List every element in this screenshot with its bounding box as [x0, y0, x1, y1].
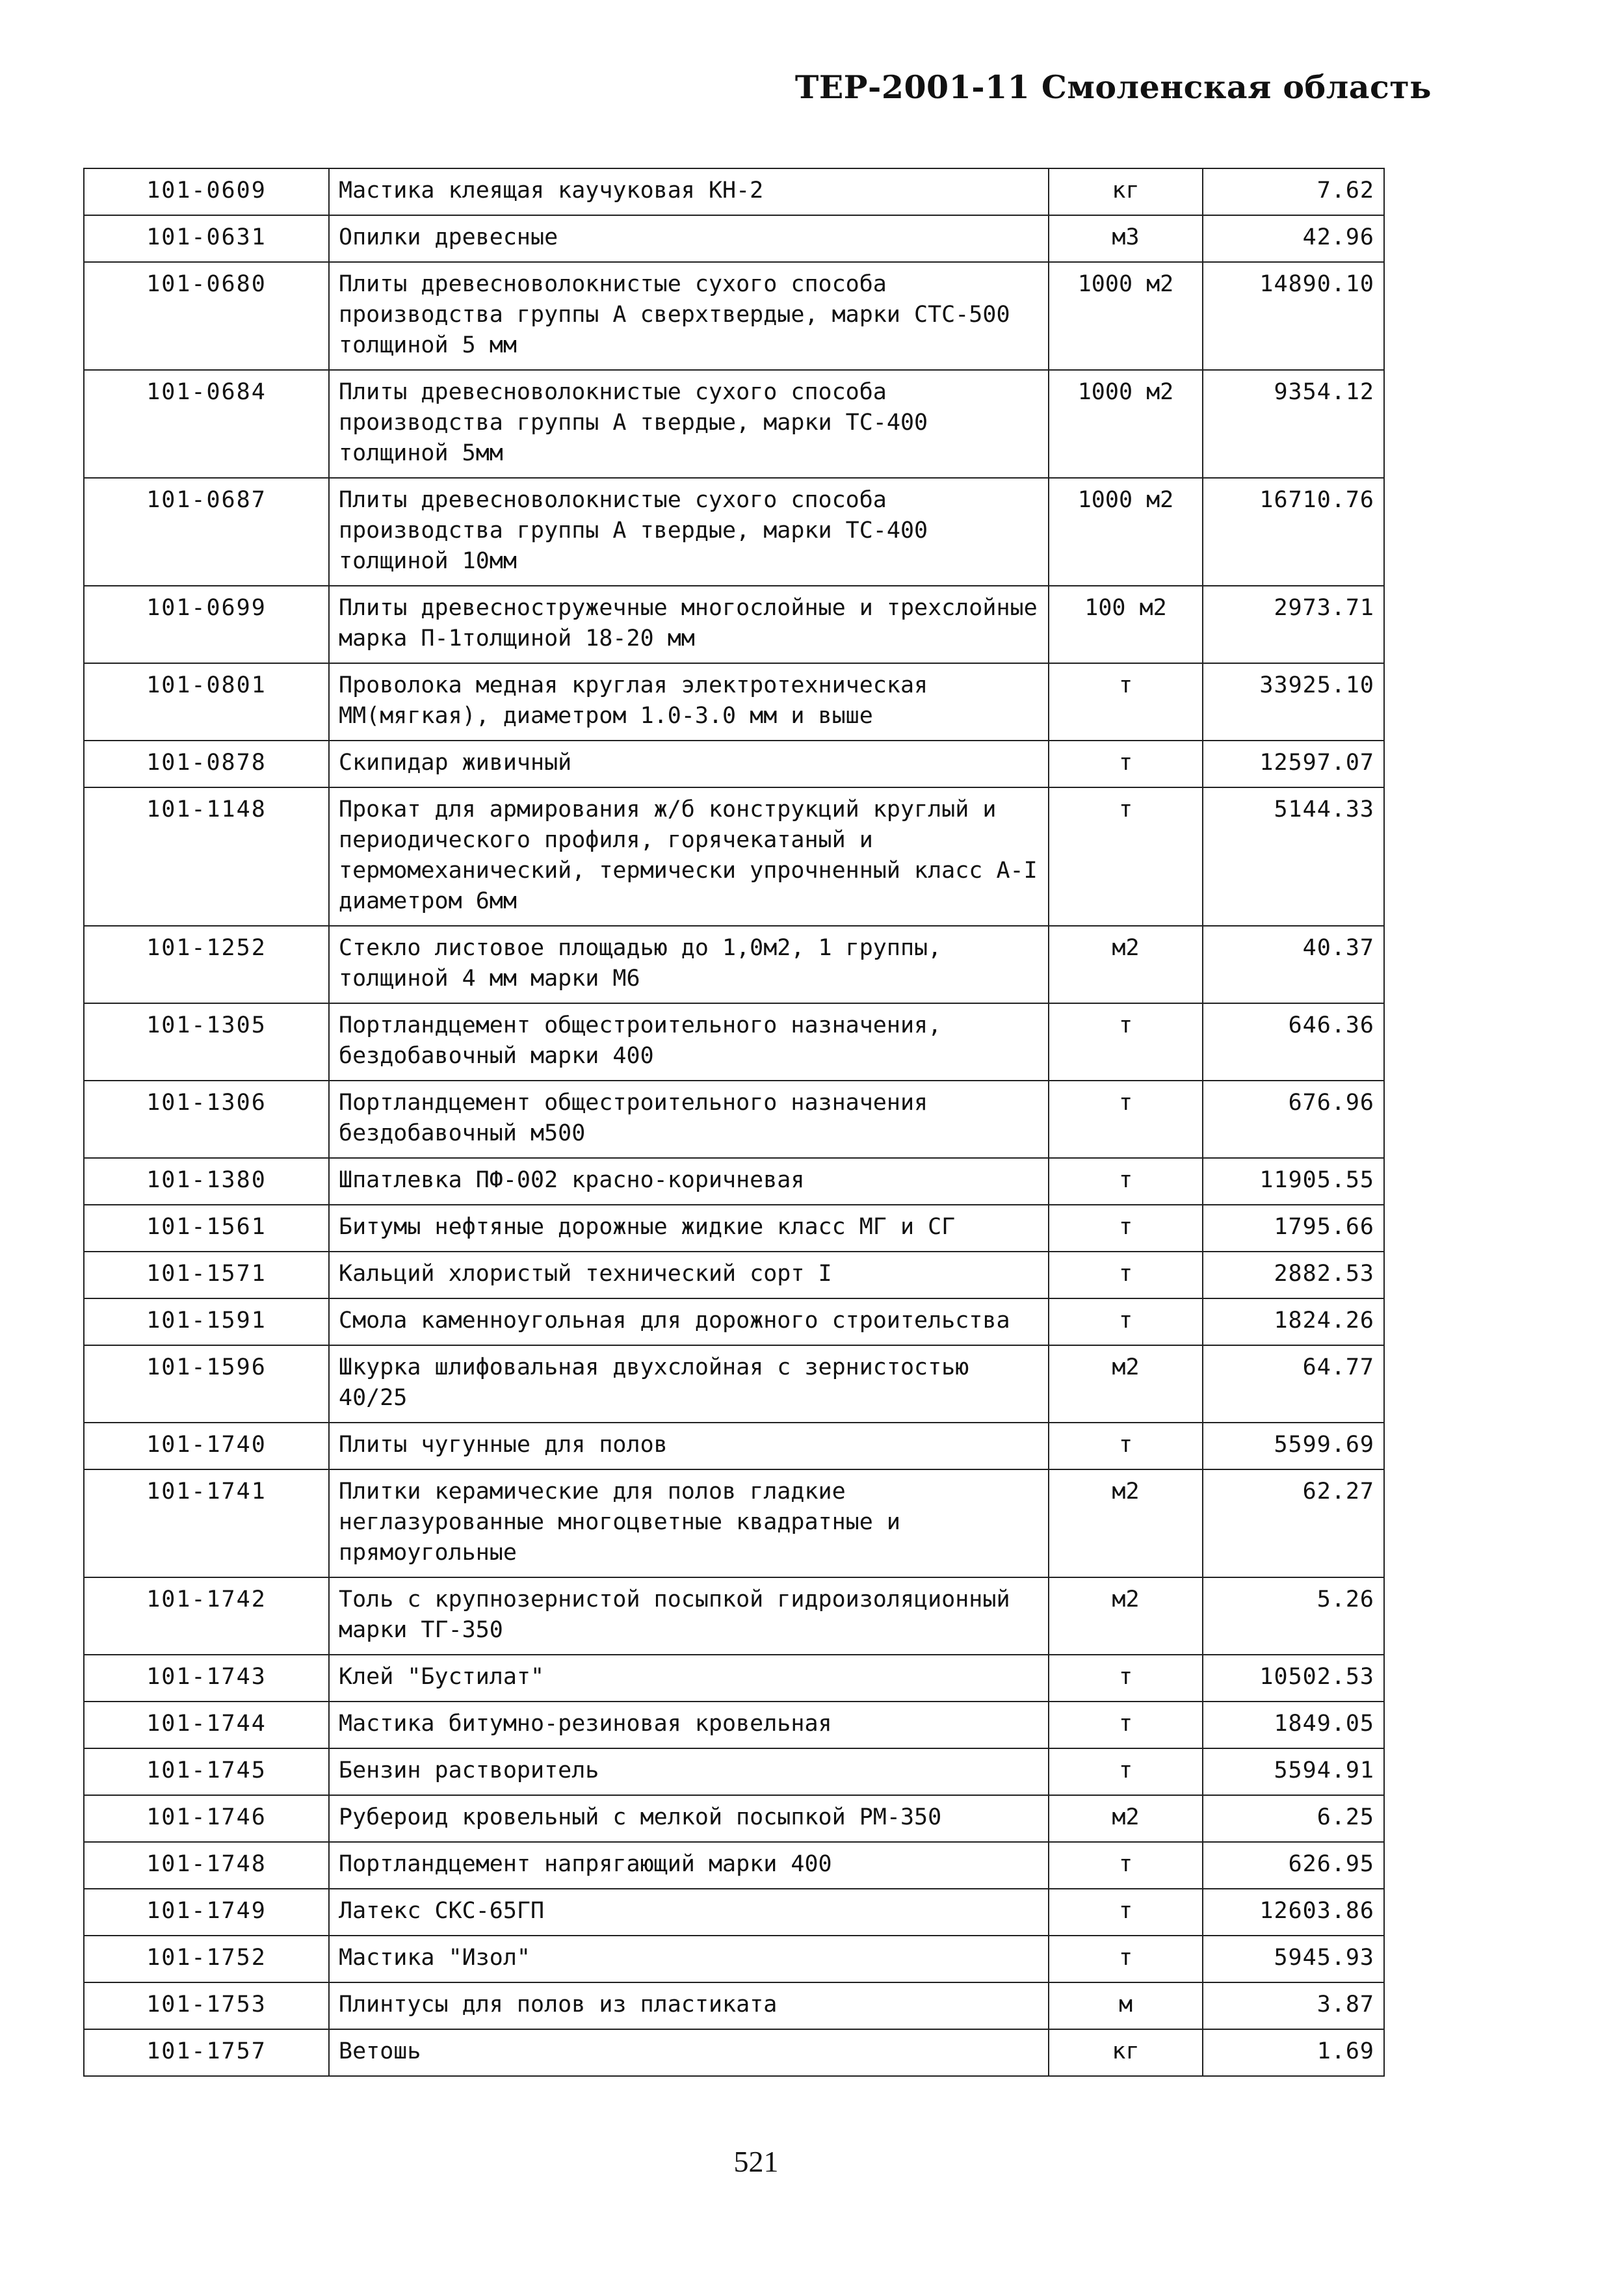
- unit-price: 2973.71: [1203, 586, 1384, 663]
- material-code: 101-1742: [84, 1577, 329, 1655]
- table-row: [84, 1469, 1384, 1577]
- material-code: 101-0684: [84, 370, 329, 478]
- table-row: [84, 741, 1384, 787]
- unit-price: 5144.33: [1203, 787, 1384, 926]
- material-code: 101-1571: [84, 1252, 329, 1298]
- material-name: Шкурка шлифовальная двухслойная с зернистостью 40/25: [329, 1345, 1049, 1423]
- material-name: Плиты древесностружечные многослойные и трехслойные марка П-1толщиной 18-20 мм: [329, 586, 1049, 663]
- unit-price: 1824.26: [1203, 1298, 1384, 1345]
- table-row: [84, 1158, 1384, 1205]
- unit-of-measure: 1000 м2: [1049, 478, 1203, 586]
- material-name: Мастика клеящая каучуковая КН-2: [329, 168, 1049, 215]
- material-code: 101-1561: [84, 1205, 329, 1252]
- page-title: ТЕР-2001-11 Смоленская область: [794, 68, 1432, 106]
- material-name: Скипидар живичный: [329, 741, 1049, 787]
- material-name: Смола каменноугольная для дорожного строительства: [329, 1298, 1049, 1345]
- table-row: [84, 1795, 1384, 1842]
- unit-of-measure: 1000 м2: [1049, 262, 1203, 370]
- material-name: Мастика "Изол": [329, 1936, 1049, 1982]
- table-row: [84, 787, 1384, 926]
- unit-of-measure: м: [1049, 1982, 1203, 2029]
- unit-of-measure: т: [1049, 1252, 1203, 1298]
- material-code: 101-0801: [84, 663, 329, 741]
- table-row: [84, 2029, 1384, 2076]
- material-name: Портландцемент общестроительного назначения, бездобавочный марки 400: [329, 1003, 1049, 1081]
- material-code: 101-1740: [84, 1423, 329, 1469]
- unit-price: 3.87: [1203, 1982, 1384, 2029]
- material-code: 101-1749: [84, 1889, 329, 1936]
- table-row: [84, 663, 1384, 741]
- material-name: Мастика битумно-резиновая кровельная: [329, 1702, 1049, 1748]
- unit-of-measure: т: [1049, 1003, 1203, 1081]
- unit-of-measure: т: [1049, 741, 1203, 787]
- unit-price: 9354.12: [1203, 370, 1384, 478]
- material-name: Плиты древесноволокнистые сухого способа производства группы А твердые, марки ТС-400 толщиной 10мм: [329, 478, 1049, 586]
- unit-of-measure: 1000 м2: [1049, 370, 1203, 478]
- unit-of-measure: т: [1049, 1936, 1203, 1982]
- material-code: 101-0699: [84, 586, 329, 663]
- table-row: [84, 1003, 1384, 1081]
- table-row: [84, 1577, 1384, 1655]
- material-name: Плитки керамические для полов гладкие неглазурованные многоцветные квадратные и прямоугольные: [329, 1469, 1049, 1577]
- table-row: [84, 168, 1384, 215]
- table-row: [84, 1889, 1384, 1936]
- unit-of-measure: 100 м2: [1049, 586, 1203, 663]
- material-code: 101-1252: [84, 926, 329, 1003]
- material-code: 101-1305: [84, 1003, 329, 1081]
- unit-price: 12597.07: [1203, 741, 1384, 787]
- unit-of-measure: т: [1049, 663, 1203, 741]
- material-code: 101-1748: [84, 1842, 329, 1889]
- material-code: 101-1757: [84, 2029, 329, 2076]
- material-code: 101-1741: [84, 1469, 329, 1577]
- material-name: Прокат для армирования ж/б конструкций круглый и периодического профиля, горячекатаный и термомеханический, термически упрочненный класс А-I диаметром 6мм: [329, 787, 1049, 926]
- unit-price: 40.37: [1203, 926, 1384, 1003]
- unit-of-measure: м3: [1049, 215, 1203, 262]
- table-row: [84, 1423, 1384, 1469]
- table-row: [84, 262, 1384, 370]
- material-code: 101-1380: [84, 1158, 329, 1205]
- unit-price: 14890.10: [1203, 262, 1384, 370]
- material-name: Латекс СКС-65ГП: [329, 1889, 1049, 1936]
- material-code: 101-1148: [84, 787, 329, 926]
- unit-price: 626.95: [1203, 1842, 1384, 1889]
- unit-price: 5599.69: [1203, 1423, 1384, 1469]
- unit-price: 5.26: [1203, 1577, 1384, 1655]
- unit-of-measure: т: [1049, 1081, 1203, 1158]
- material-code: 101-1746: [84, 1795, 329, 1842]
- unit-price: 646.36: [1203, 1003, 1384, 1081]
- unit-price: 62.27: [1203, 1469, 1384, 1577]
- material-name: Плиты древесноволокнистые сухого способа производства группы А твердые, марки ТС-400 толщиной 5мм: [329, 370, 1049, 478]
- material-name: Проволока медная круглая электротехническая ММ(мягкая), диаметром 1.0-3.0 мм и выше: [329, 663, 1049, 741]
- unit-of-measure: т: [1049, 1205, 1203, 1252]
- material-name: Клей "Бустилат": [329, 1655, 1049, 1702]
- material-code: 101-1306: [84, 1081, 329, 1158]
- unit-price: 33925.10: [1203, 663, 1384, 741]
- unit-of-measure: м2: [1049, 1795, 1203, 1842]
- unit-of-measure: т: [1049, 1702, 1203, 1748]
- table-row: [84, 215, 1384, 262]
- unit-price: 7.62: [1203, 168, 1384, 215]
- unit-of-measure: т: [1049, 1842, 1203, 1889]
- table-row: [84, 1842, 1384, 1889]
- unit-price: 5945.93: [1203, 1936, 1384, 1982]
- material-code: 101-0878: [84, 741, 329, 787]
- material-name: Бензин растворитель: [329, 1748, 1049, 1795]
- unit-price: 12603.86: [1203, 1889, 1384, 1936]
- material-name: Стекло листовое площадью до 1,0м2, 1 группы, толщиной 4 мм марки М6: [329, 926, 1049, 1003]
- table-row: [84, 1936, 1384, 1982]
- table-row: [84, 926, 1384, 1003]
- table-row: [84, 1205, 1384, 1252]
- material-name: Толь с крупнозернистой посыпкой гидроизоляционный марки ТГ-350: [329, 1577, 1049, 1655]
- unit-price: 6.25: [1203, 1795, 1384, 1842]
- unit-of-measure: м2: [1049, 1577, 1203, 1655]
- unit-price: 11905.55: [1203, 1158, 1384, 1205]
- table-row: [84, 1081, 1384, 1158]
- material-code: 101-0609: [84, 168, 329, 215]
- material-code: 101-0687: [84, 478, 329, 586]
- table-row: [84, 1702, 1384, 1748]
- unit-price: 1849.05: [1203, 1702, 1384, 1748]
- unit-of-measure: т: [1049, 1748, 1203, 1795]
- page-number: 521: [733, 2145, 779, 2178]
- unit-of-measure: т: [1049, 1889, 1203, 1936]
- material-code: 101-0631: [84, 215, 329, 262]
- table-row: [84, 1748, 1384, 1795]
- material-name: Плинтусы для полов из пластиката: [329, 1982, 1049, 2029]
- unit-price: 5594.91: [1203, 1748, 1384, 1795]
- unit-of-measure: м2: [1049, 1469, 1203, 1577]
- unit-price: 2882.53: [1203, 1252, 1384, 1298]
- unit-of-measure: м2: [1049, 1345, 1203, 1423]
- material-name: Кальций хлористый технический сорт I: [329, 1252, 1049, 1298]
- material-name: Плиты чугунные для полов: [329, 1423, 1049, 1469]
- table-row: [84, 478, 1384, 586]
- table-row: [84, 586, 1384, 663]
- material-name: Шпатлевка ПФ-002 красно-коричневая: [329, 1158, 1049, 1205]
- material-name: Ветошь: [329, 2029, 1049, 2076]
- material-name: Опилки древесные: [329, 215, 1049, 262]
- material-code: 101-0680: [84, 262, 329, 370]
- table-row: [84, 370, 1384, 478]
- unit-of-measure: т: [1049, 1298, 1203, 1345]
- material-name: Битумы нефтяные дорожные жидкие класс МГ и СГ: [329, 1205, 1049, 1252]
- material-code: 101-1744: [84, 1702, 329, 1748]
- unit-price: 676.96: [1203, 1081, 1384, 1158]
- unit-price: 64.77: [1203, 1345, 1384, 1423]
- material-name: Портландцемент общестроительного назначения бездобавочный м500: [329, 1081, 1049, 1158]
- unit-of-measure: т: [1049, 1158, 1203, 1205]
- unit-price: 16710.76: [1203, 478, 1384, 586]
- material-code: 101-1591: [84, 1298, 329, 1345]
- unit-price: 1795.66: [1203, 1205, 1384, 1252]
- table-row: [84, 1298, 1384, 1345]
- material-code: 101-1752: [84, 1936, 329, 1982]
- unit-of-measure: м2: [1049, 926, 1203, 1003]
- material-name: Портландцемент напрягающий марки 400: [329, 1842, 1049, 1889]
- unit-of-measure: т: [1049, 787, 1203, 926]
- unit-of-measure: т: [1049, 1423, 1203, 1469]
- material-name: Плиты древесноволокнистые сухого способа производства группы А сверхтвердые, марки СТС-500 толщиной 5 мм: [329, 262, 1049, 370]
- material-code: 101-1596: [84, 1345, 329, 1423]
- unit-of-measure: кг: [1049, 2029, 1203, 2076]
- table-row: [84, 1982, 1384, 2029]
- material-code: 101-1743: [84, 1655, 329, 1702]
- material-code: 101-1753: [84, 1982, 329, 2029]
- unit-price: 1.69: [1203, 2029, 1384, 2076]
- unit-of-measure: кг: [1049, 168, 1203, 215]
- unit-price: 42.96: [1203, 215, 1384, 262]
- table-row: [84, 1655, 1384, 1702]
- table-row: [84, 1252, 1384, 1298]
- materials-price-table: [83, 168, 1385, 2077]
- unit-price: 10502.53: [1203, 1655, 1384, 1702]
- unit-of-measure: т: [1049, 1655, 1203, 1702]
- table-row: [84, 1345, 1384, 1423]
- material-code: 101-1745: [84, 1748, 329, 1795]
- material-name: Рубероид кровельный с мелкой посыпкой РМ-350: [329, 1795, 1049, 1842]
